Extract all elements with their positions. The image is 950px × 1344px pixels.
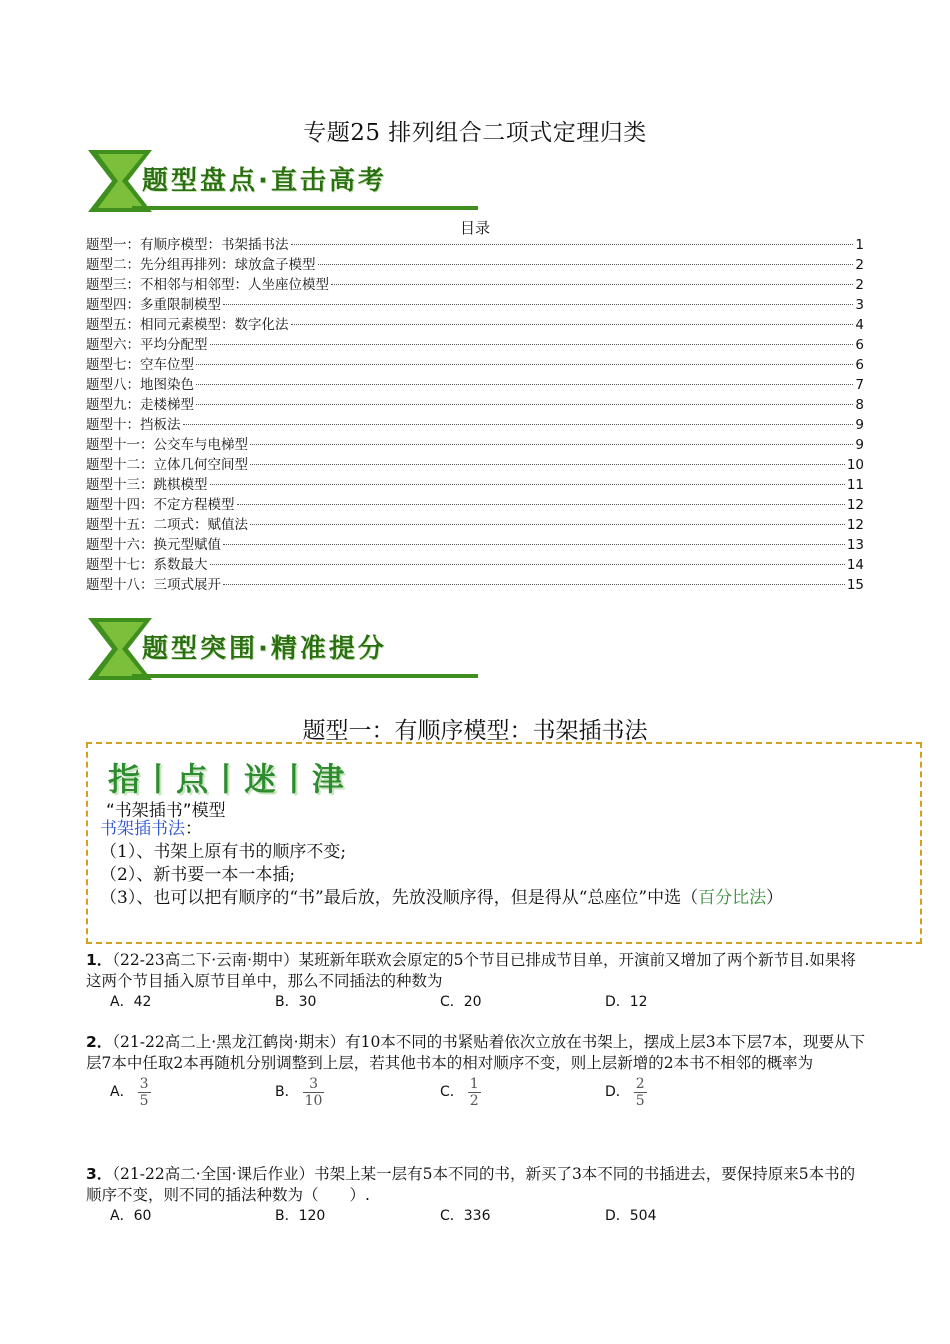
fraction-denominator: 5 [635,1093,645,1109]
toc-entry-page: 2 [855,277,864,293]
tip-colon: ： [185,819,202,839]
fraction-numerator: 1 [469,1076,479,1092]
toc-entry-2[interactable] [86,255,864,275]
toc-entry-18[interactable] [86,575,864,595]
toc-entry-11[interactable] [86,435,864,455]
option-c[interactable] [440,1076,605,1109]
tip-line-3-highlight: 百分比法 [698,888,767,908]
toc-entry-label: 题型十：挡板法 [86,417,181,433]
fraction-numerator: 3 [139,1076,149,1092]
banner-title: 题型突围·精准提分 [142,634,387,664]
toc-entry-13[interactable] [86,475,864,495]
toc-entry-page: 4 [855,317,864,333]
option-b[interactable] [275,1076,440,1109]
toc-entry-label: 题型十六：换元型赋值 [86,537,221,553]
fraction-numerator: 2 [635,1076,645,1092]
fraction [634,1076,647,1109]
option-c[interactable]: C．336 [440,1208,491,1224]
toc-entry-page: 2 [855,257,864,273]
section-banner-overview [88,148,478,216]
fraction-denominator: 2 [469,1093,479,1109]
toc-entry-3[interactable] [86,275,864,295]
tip-line-3-text: （3）、也可以把有顺序的“书”最后放，先放没顺序得，但是得从“总座位”中选（ [100,888,699,908]
question-number: 1． [86,951,113,969]
fraction-denominator: 10 [304,1093,323,1109]
toc-entry-14[interactable] [86,495,864,515]
toc-entry-page: 12 [846,497,864,513]
toc-entry-label: 题型五：相同元素模型：数字化法 [86,317,289,333]
option-c[interactable]: C．20 [440,994,482,1010]
toc-entry-15[interactable] [86,515,864,535]
fraction-denominator: 5 [139,1093,149,1109]
toc-heading: 目录 [459,219,490,237]
toc-entry-16[interactable] [86,535,864,555]
option-label: A． [110,1084,134,1100]
tip-line-2: （2）、新书要一本一本插; [100,865,296,885]
tip-box [86,742,922,944]
toc-entry-page: 3 [855,297,864,313]
fraction-numerator: 3 [309,1076,318,1092]
toc-entry-page: 8 [855,397,864,413]
tip-method-label: 书架插书法 [100,819,185,839]
fraction [138,1076,151,1109]
toc-entry-8[interactable] [86,375,864,395]
toc-entry-6[interactable] [86,335,864,355]
toc-entry-label: 题型十七：系数最大 [86,557,208,573]
toc-entry-label: 题型十二：立体几何空间型 [86,457,248,473]
option-b[interactable]: B．30 [275,994,317,1010]
section-heading: 题型一：有顺序模型：书架插书法 [302,718,648,744]
option-b[interactable]: B．120 [275,1208,326,1224]
toc-entry-label: 题型三：不相邻与相邻型：人坐座位模型 [86,277,329,293]
fraction [303,1076,325,1109]
toc-entry-label: 题型十一：公交车与电梯型 [86,437,248,453]
option-d[interactable] [605,1076,770,1109]
toc-entry-label: 题型一：有顺序模型：书架插书法 [86,237,289,253]
question-text: （21-22高二上·黑龙江鹤岗·期末）有10本不同的书紧贴着依次立放在书架上，摆成上层3本下层7本，现要从下层7本中任取2本再随机分别调整到上层，若其他书本的相对顺序不变，则上层新增的2本书不相邻的概率为 [86,1033,866,1072]
toc-entry-7[interactable] [86,355,864,375]
toc-entry-page: 6 [855,357,864,373]
banner-title: 题型盘点·直击高考 [142,166,387,196]
toc-entry-1[interactable] [86,235,864,255]
question-3 [86,1164,866,1227]
option-d[interactable]: D．12 [605,994,648,1010]
toc-entry-page: 14 [846,557,864,573]
question-1 [86,950,866,1013]
toc-entry-label: 题型九：走楼梯型 [86,397,194,413]
toc-entry-17[interactable] [86,555,864,575]
toc-entry-label: 题型二：先分组再排列：球放盒子模型 [86,257,316,273]
document-title: 专题25 排列组合二项式定理归类 [303,120,647,146]
toc-entry-page: 9 [855,437,864,453]
option-a[interactable]: A．42 [110,994,152,1010]
tip-line-3 [100,887,914,910]
question-number: 2． [86,1033,113,1051]
option-label: B． [275,1084,299,1100]
question-text: （21-22高二·全国·课后作业）书架上某一层有5本不同的书，新买了3本不同的书插进去，要保持原来5本书的顺序不变，则不同的插法种数为（ ）. [86,1165,856,1204]
toc-entry-label: 题型十三：跳棋模型 [86,477,208,493]
toc-entry-12[interactable] [86,455,864,475]
option-a[interactable]: A．60 [110,1208,152,1224]
section-banner-practice [88,616,478,684]
toc-entry-page: 15 [846,577,864,593]
toc-entry-label: 题型六：平均分配型 [86,337,208,353]
tip-title: 指丨点丨迷丨津 [108,760,347,798]
toc-entry-page: 12 [846,517,864,533]
tip-body [100,818,914,910]
tip-line-3-end: ） [766,888,784,908]
option-a[interactable] [110,1076,275,1109]
toc-entry-page: 11 [846,477,864,493]
toc-entry-page: 13 [846,537,864,553]
question-number: 3． [86,1165,113,1183]
toc-entry-10[interactable] [86,415,864,435]
option-label: D． [605,1084,630,1100]
toc-entry-label: 题型七：空车位型 [86,357,194,373]
toc-entry-page: 1 [855,237,864,253]
question-text: （22-23高二下·云南·期中）某班新年联欢会原定的5个节目已排成节目单，开演前又增加了两个新节目.如果将这两个节目插入原节目单中，那么不同插法的种数为 [86,951,856,990]
option-label: C． [440,1084,464,1100]
toc-entry-9[interactable] [86,395,864,415]
toc-entry-page: 10 [846,457,864,473]
toc-entry-label: 题型八：地图染色 [86,377,194,393]
option-d[interactable]: D．504 [605,1208,657,1224]
toc-entry-page: 7 [855,377,864,393]
toc-entry-page: 9 [855,417,864,433]
toc-entry-page: 6 [855,337,864,353]
table-of-contents [86,235,864,595]
toc-entry-label: 题型十八：三项式展开 [86,577,221,593]
toc-entry-label: 题型十四：不定方程模型 [86,497,235,513]
question-2 [86,1032,866,1109]
toc-entry-5[interactable] [86,315,864,335]
fraction [468,1076,481,1109]
tip-subtitle: “书架插书”模型 [106,801,226,821]
toc-entry-label: 题型十五：二项式：赋值法 [86,517,248,533]
toc-entry-label: 题型四：多重限制模型 [86,297,221,313]
tip-line-1: （1）、书架上原有书的顺序不变; [100,842,347,862]
toc-entry-4[interactable] [86,295,864,315]
